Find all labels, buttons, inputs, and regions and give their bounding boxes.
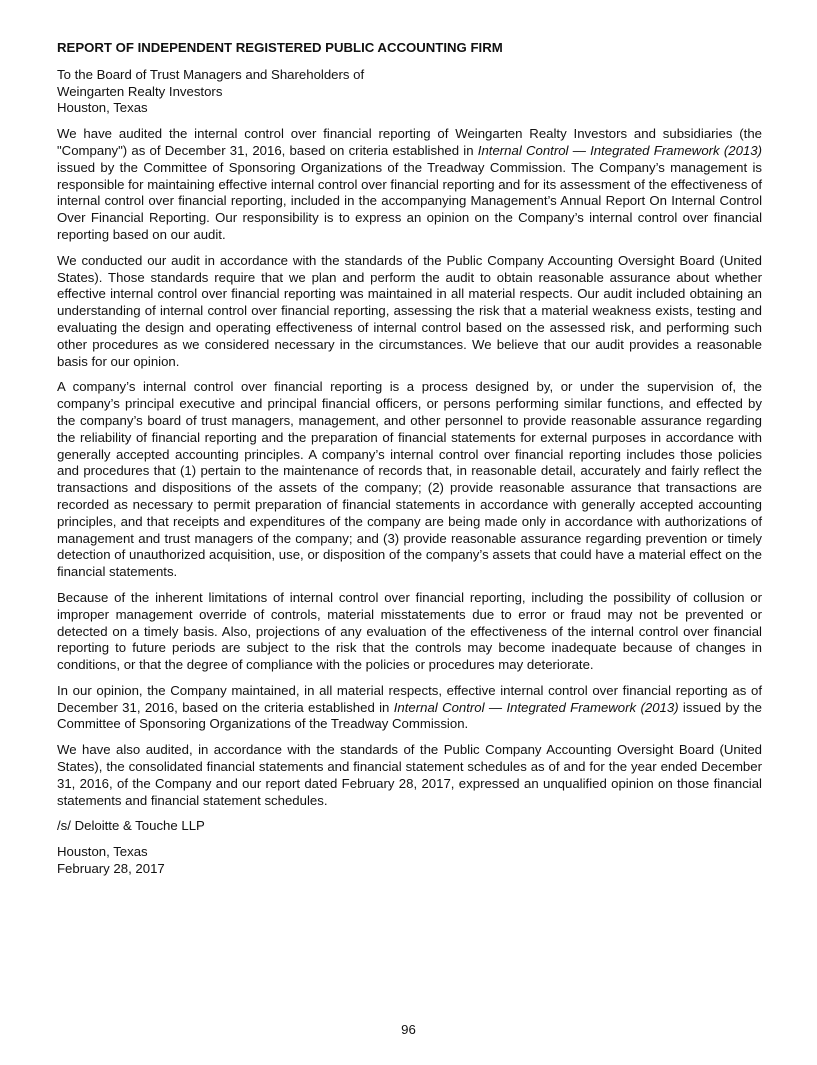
framework-reference: Internal Control — Integrated Framework (2013)	[477, 142, 762, 158]
framework-reference: Internal Control — Integrated Framework (2013)	[393, 699, 679, 715]
paragraph-limitations: Because of the inherent limitations of internal control over financial reporting, including the possibility of collusion or improper management override of controls, material misstatements due to error or fraud may not be prevented or detected on a timely basis. Also, projections of any evaluation of the effectiveness of the internal control over financial reporting to future periods are subject to the risk that the controls may become inadequate because of changes in conditions, or that the degree of compliance with the policies or procedures may deteriorate.	[57, 589, 762, 673]
addressee-block	[57, 67, 762, 117]
paragraph-opinion	[57, 683, 762, 733]
report-city: Houston, Texas	[57, 844, 148, 860]
paragraph-definition: A company’s internal control over financial reporting is a process designed by, or under the supervision of, the company’s principal executive and principal financial officers, or persons performing similar functions, and effected by the company’s board of trust managers, management, and other personnel to provide reasonable assurance regarding the reliability of financial reporting and the preparation of financial statements for external purposes in accordance with generally accepted accounting principles. A company’s internal control over financial reporting includes those policies and procedures that (1) pertain to the maintenance of records that, in reasonable detail, accurately and fairly reflect the transactions and dispositions of the assets of the company; (2) provide reasonable assurance that transactions are recorded as necessary to permit preparation of financial statements in accordance with generally accepted accounting principles, and that receipts and expenditures of the company are being made only in accordance with authorizations of management and trust managers of the company; and (3) provide reasonable assurance regarding prevention or timely detection of unauthorized acquisition, use, or disposition of the company’s assets that could have a material effect on the financial statements.	[57, 379, 762, 580]
paragraph-scope	[57, 126, 762, 244]
paragraph-other-audit: We have also audited, in accordance with the standards of the Public Company Accounting Oversight Board (United States), the consolidated financial statements and financial statement schedules as of and for the year ended December 31, 2016, of the Company and our report dated February 28, 2017, expressed an unqualified opinion on those financial statements and financial statement schedules.	[57, 742, 762, 808]
paragraph-text: issued by the Committee of Sponsoring Organizations of the Treadway Commission. The Company’s management is responsible for maintaining effective internal control over financial reporting and for its assessment of the effectiveness of internal control over financial reporting, included in the accompanying Management’s Annual Report On Internal Control Over Financial Reporting. Our responsibility is to express an opinion on the Company’s internal control over financial reporting based on our audit.	[57, 159, 762, 242]
paragraph-text: In our opinion, the Company maintained, in all material respects, effective internal control over financial reporting as of December 31, 2016, based on the criteria established in	[57, 682, 762, 715]
paragraph-text: We have audited the internal control over financial reporting of Weingarten Realty Investors and subsidiaries (the "Company") as of December 31, 2016, based on criteria established in	[57, 126, 762, 158]
place-date-block	[57, 844, 762, 878]
addressee-line: To the Board of Trust Managers and Shareholders of	[57, 66, 365, 82]
report-date: February 28, 2017	[57, 861, 165, 877]
addressee-line: Weingarten Realty Investors	[57, 83, 223, 99]
report-page	[57, 40, 762, 878]
signature: /s/ Deloitte & Touche LLP	[57, 818, 205, 834]
paragraph-audit-basis: We conducted our audit in accordance with the standards of the Public Company Accounting Oversight Board (United States). Those standards require that we plan and perform the audit to obtain reasonable assurance about whether effective internal control over financial reporting was maintained in all material respects. Our audit included obtaining an understanding of internal control over financial reporting, assessing the risk that a material weakness exists, testing and evaluating the design and operating effectiveness of internal control based on the assessed risk, and performing such other procedures as we considered necessary in the circumstances. We believe that our audit provides a reasonable basis for our opinion.	[57, 252, 762, 369]
addressee-line: Houston, Texas	[57, 100, 148, 116]
page-number: 96	[401, 1022, 416, 1037]
paragraph-text: issued by the Committee of Sponsoring Organizations of the Treadway Commission.	[57, 699, 763, 732]
report-title: REPORT OF INDEPENDENT REGISTERED PUBLIC ACCOUNTING FIRM	[57, 40, 503, 55]
